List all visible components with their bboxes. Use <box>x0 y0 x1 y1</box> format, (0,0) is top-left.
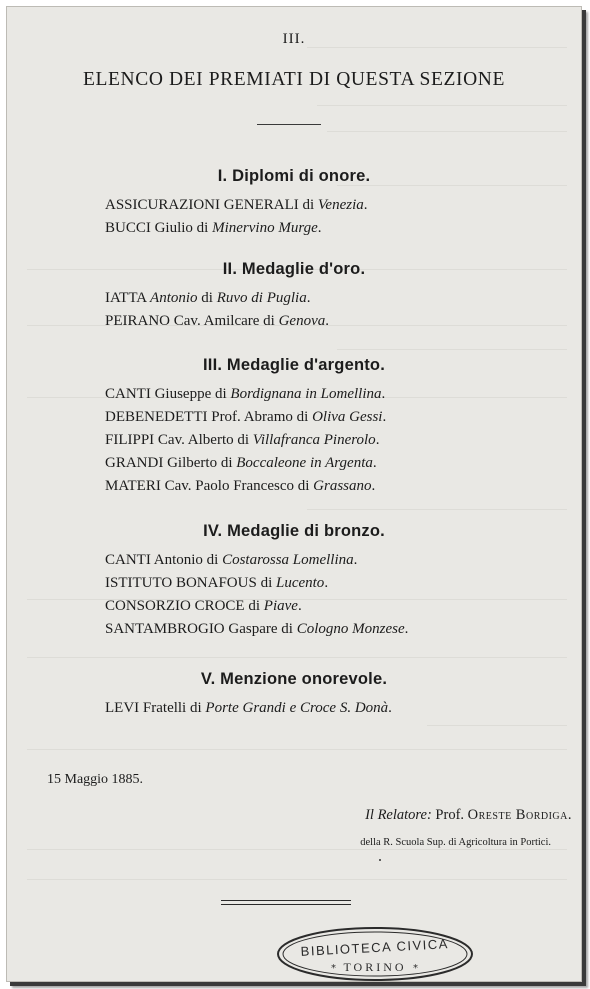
section-menzione <box>7 670 581 720</box>
section-medaglie-argento <box>7 356 581 498</box>
ink-dot <box>379 859 381 861</box>
list-item: GRANDI Gilberto di Boccaleone in Argenta. <box>105 455 377 471</box>
list-item: BUCCI Giulio di Minervino Murge. <box>105 220 322 236</box>
list-item: CANTI Antonio di Costarossa Lomellina. <box>105 552 358 568</box>
end-rule-bottom <box>221 904 351 905</box>
section-heading: I. Diplomi di onore. <box>217 167 371 185</box>
signature-affiliation: della R. Scuola Sup. di Agricoltura in Portici. <box>360 837 551 848</box>
page-title: ELENCO DEI PREMIATI DI QUESTA SEZIONE <box>83 69 505 90</box>
signature-title: Prof. <box>435 807 465 823</box>
section-heading: II. Medaglie d'oro. <box>222 260 366 278</box>
list-item: ASSICURAZIONI GENERALI di Venezia. <box>105 197 368 213</box>
document-page <box>6 6 582 982</box>
list-item: ISTITUTO BONAFOUS di Lucento. <box>105 575 329 591</box>
stamp-star-right: * <box>413 963 418 974</box>
section-diplomi <box>7 167 581 240</box>
signature-role: Il Relatore: <box>365 807 432 823</box>
section-medaglie-oro <box>7 260 581 333</box>
section-heading: V. Menzione onorevole. <box>200 670 388 688</box>
list-item: DEBENEDETTI Prof. Abramo di Oliva Gessi. <box>105 409 387 425</box>
section-heading: IV. Medaglie di bronzo. <box>203 522 385 540</box>
list-item: LEVI Fratelli di Porte Grandi e Croce S. Donà. <box>105 700 392 716</box>
signature-name: Oreste Bordiga. <box>467 807 572 823</box>
title-divider <box>257 124 321 125</box>
list-item: IATTA Antonio di Ruvo di Puglia. <box>105 290 311 306</box>
list-item: FILIPPI Cav. Alberto di Villafranca Pinerolo. <box>105 432 380 448</box>
list-item: PEIRANO Cav. Amilcare di Genova. <box>105 313 329 329</box>
stamp-text-bottom: TORINO <box>343 960 407 974</box>
stamp-star-left: * <box>331 963 336 974</box>
list-item: CANTI Giuseppe di Bordignana in Lomellina. <box>105 386 386 402</box>
section-medaglie-bronzo <box>7 522 581 641</box>
list-item: SANTAMBROGIO Gaspare di Cologno Monzese. <box>105 621 409 637</box>
signature-line <box>365 807 572 824</box>
page-number: III. <box>282 31 306 47</box>
end-rule-top <box>221 900 351 901</box>
stamp-text-top: BIBLIOTECA CIVICA <box>300 936 450 959</box>
list-item: MATERI Cav. Paolo Francesco di Grassano. <box>105 478 376 494</box>
section-heading: III. Medaglie d'argento. <box>203 356 385 374</box>
list-item: CONSORZIO CROCE di Piave. <box>105 598 302 614</box>
library-stamp <box>275 925 475 982</box>
document-date: 15 Maggio 1885. <box>47 772 144 787</box>
